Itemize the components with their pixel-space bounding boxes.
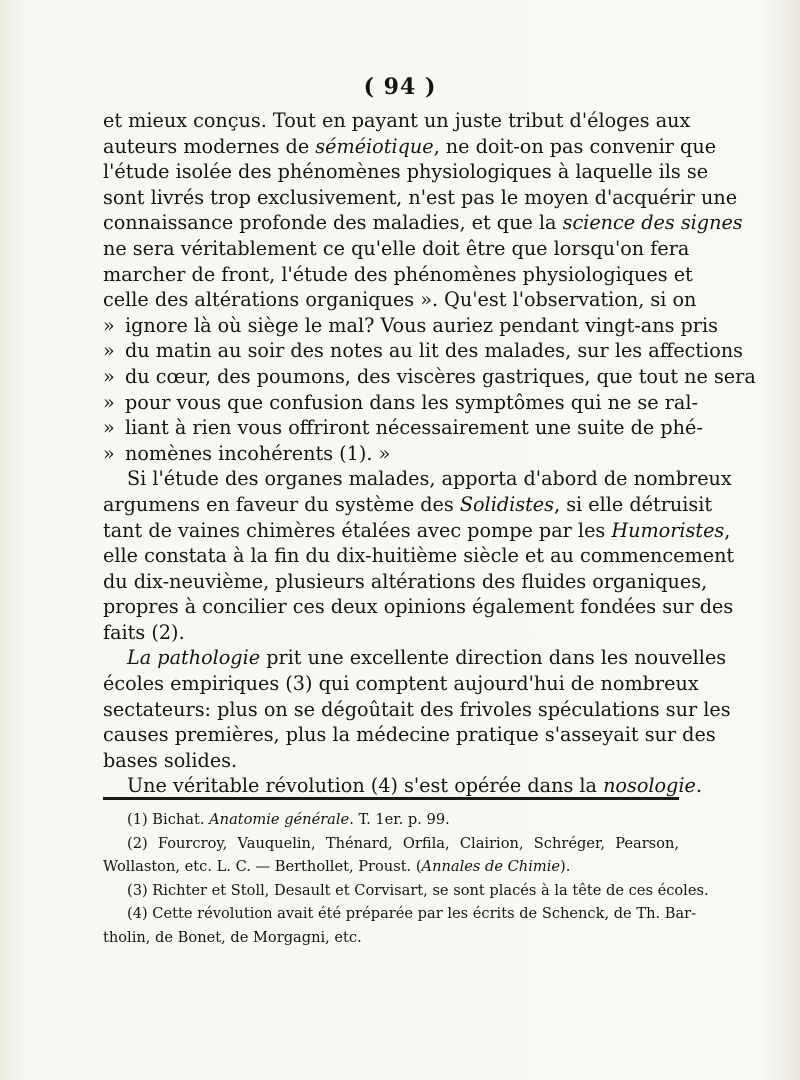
text-run: ).: [560, 858, 571, 875]
text-line: [103, 210, 743, 236]
quote-mark: »: [103, 313, 115, 337]
footnote-3: (3) Richter et Stoll, Desault et Corvisart, se sont placés à la tête de ces écoles.: [127, 881, 709, 899]
text-line: l'étude isolée des phénomènes physiologiques à laquelle ils se: [103, 160, 709, 184]
footnote-2-continued: [103, 855, 679, 879]
text-line: [103, 313, 718, 339]
text-run: . T. 1er. p. 99.: [349, 811, 450, 828]
paragraph-start: Si l'étude des organes malades, apporta d'abord de nombreux: [127, 467, 732, 491]
italic-term: La pathologie: [127, 646, 261, 670]
italic-term: Solidistes: [459, 492, 555, 516]
text-run: argumens en faveur du système des: [103, 492, 460, 516]
text-line: [103, 441, 679, 467]
text-line: celle des altérations organiques ». Qu'est l'observation, si on: [103, 288, 697, 312]
quote-mark: »: [103, 441, 115, 465]
main-text: [103, 108, 756, 799]
text-line: propres à concilier ces deux opinions également fondées sur des: [103, 595, 734, 619]
text-run: du cœur, des poumons, des viscères gastriques, que tout ne sera: [125, 364, 756, 388]
text-run: (1) Bichat.: [127, 811, 210, 828]
footnote-4: (4) Cette révolution avait été préparée par les écrits de Schenck, de Th. Bar-: [127, 905, 697, 922]
text-run: Une véritable révolution (4) s'est opérée dans la: [127, 774, 604, 798]
text-run: connaissance profonde des maladies, et que la: [103, 211, 563, 235]
text-run: tant de vaines chimères étalées avec pompe par les: [103, 518, 612, 542]
text-run: prit une excellente direction dans les nouvelles: [260, 646, 727, 670]
quote-mark: »: [103, 390, 115, 414]
text-line: ne sera véritablement ce qu'elle doit être que lorsqu'on fera: [103, 236, 690, 260]
text-line: [103, 390, 698, 416]
quote-mark: »: [103, 416, 115, 440]
text-line: bases solides.: [103, 748, 238, 772]
text-line: elle constata à la fin du dix-huitième siècle et au commencement: [103, 544, 735, 568]
text-run: du matin au soir des notes au lit des malades, sur les affections: [125, 339, 744, 363]
footnotes: [103, 808, 709, 949]
italic-term: séméiotique: [315, 134, 434, 158]
quote-mark: »: [103, 339, 115, 363]
text-line: du dix-neuvième, plusieurs altérations des fluides organiques,: [103, 569, 708, 593]
italic-term: nosologie.: [603, 774, 702, 798]
quote-mark: »: [103, 364, 115, 388]
text-line: sectateurs: plus on se dégoûtait des frivoles spéculations sur les: [103, 697, 731, 721]
text-run: auteurs modernes de: [103, 134, 316, 158]
text-run: liant à rien vous offriront nécessairement une suite de phé-: [125, 416, 703, 440]
text-line: sont livrés trop exclusivement, n'est pas le moyen d'acquérir une: [103, 185, 738, 209]
text-line: [103, 518, 731, 544]
text-run: ignore là où siège le mal? Vous auriez pendant vingt-ans pris: [125, 313, 718, 337]
text-line: [103, 492, 713, 518]
paragraph-start: [103, 645, 727, 671]
text-run: nomènes incohérents (1). »: [125, 441, 391, 465]
footnote-4-continued: tholin, de Bonet, de Morgagni, etc.: [103, 928, 362, 946]
text-run: Wollaston, etc. L. C. — Berthollet, Proust. (: [103, 858, 422, 875]
text-run: ,: [724, 518, 731, 542]
paragraph-start: [103, 773, 702, 799]
text-run: , ne doit-on pas convenir que: [433, 134, 717, 158]
italic-term: Annales de Chimie: [421, 858, 561, 875]
text-run: , si elle détruisit: [554, 492, 713, 516]
italic-term: Anatomie générale: [209, 811, 350, 828]
italic-term: science des signes: [562, 211, 743, 235]
footnote-1: [103, 808, 679, 832]
italic-term: Humoristes: [611, 518, 725, 542]
footnote-2: (2) Fourcroy, Vauquelin, Thénard, Orfila, Clairion, Schréger, Pearson,: [127, 834, 679, 852]
text-line: [103, 415, 703, 441]
text-line: écoles empiriques (3) qui comptent aujourd'hui de nombreux: [103, 672, 699, 696]
text-line: [103, 134, 717, 160]
text-line: [103, 364, 756, 390]
text-line: marcher de front, l'étude des phénomènes physiologiques et: [103, 262, 693, 286]
text-line: [103, 338, 744, 364]
text-line: faits (2).: [103, 620, 185, 644]
text-line: et mieux conçus. Tout en payant un juste tribut d'éloges aux: [103, 109, 691, 132]
footnote-rule: [103, 797, 679, 800]
text-line: causes premières, plus la médecine pratique s'asseyait sur des: [103, 723, 716, 747]
text-run: pour vous que confusion dans les symptômes qui ne se ral-: [125, 390, 698, 414]
page-number: ( 94 ): [363, 74, 437, 100]
